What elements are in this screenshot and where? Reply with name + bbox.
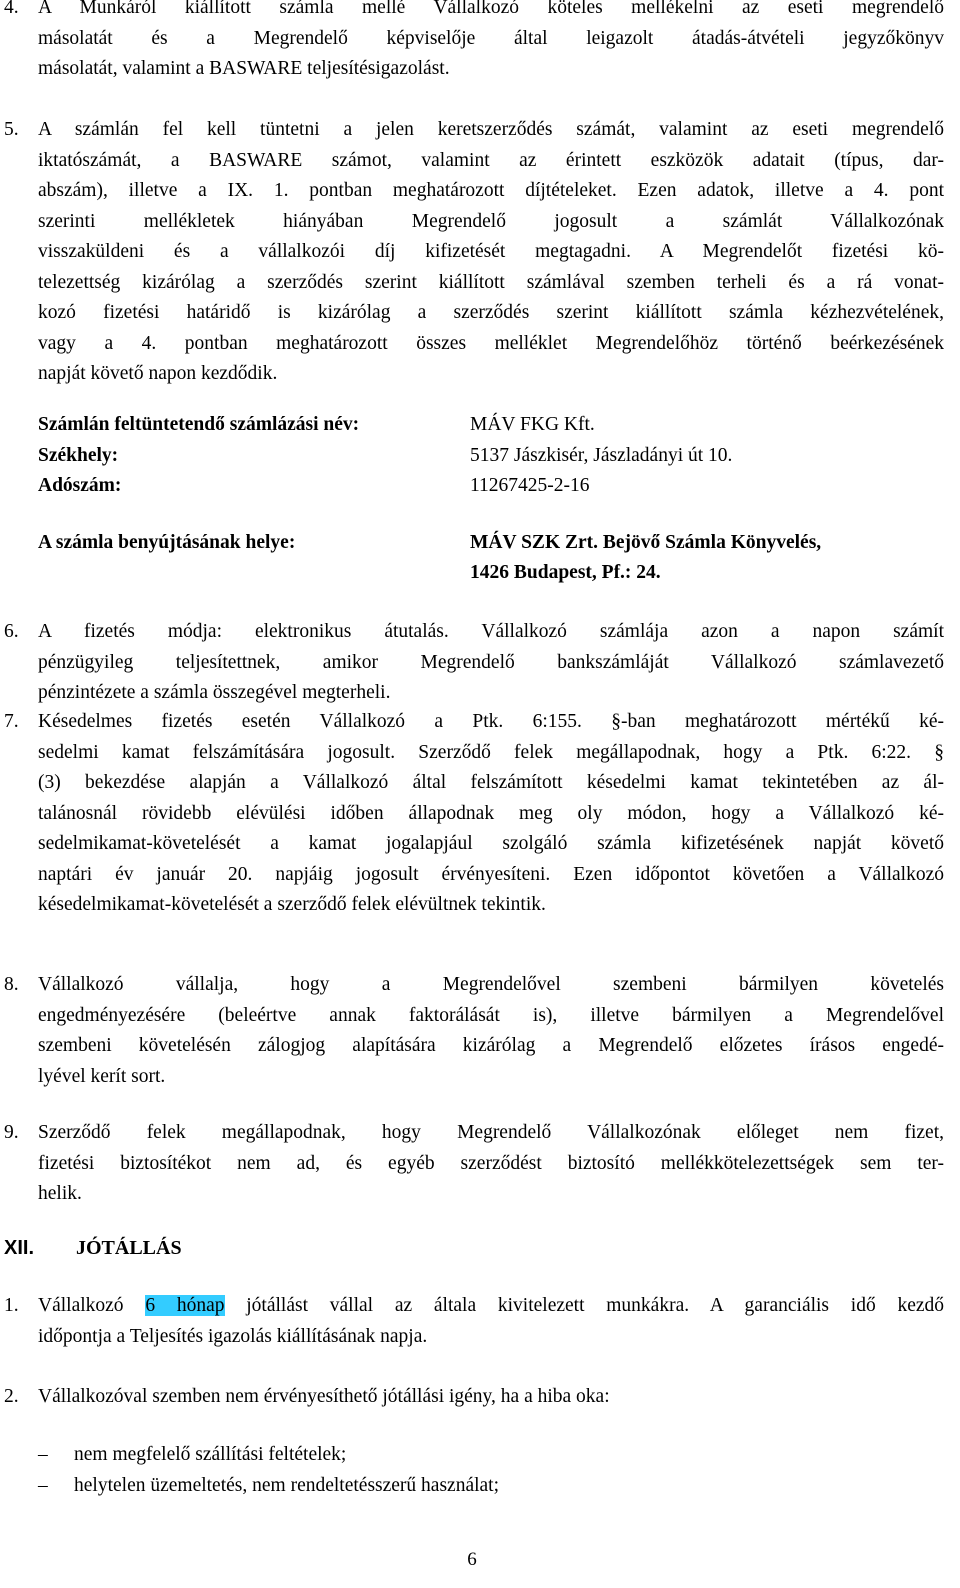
- text-line: időpontja a Teljesítés igazolás kiállításának napja.: [38, 1325, 428, 1347]
- list-item-8: [0, 970, 944, 1092]
- billing-row-seat: [38, 441, 938, 472]
- item-number: 9.: [4, 1122, 19, 1143]
- item-number: 7.: [4, 711, 19, 732]
- item-text: [38, 1291, 944, 1352]
- list-item-6: [0, 617, 944, 709]
- text-line: szembeni követelésén zálogjog alapítására kizárólag a Megrendelő előzetes írásos engedé-: [38, 1035, 944, 1056]
- item-text: [38, 0, 944, 85]
- list-item-4: [0, 0, 944, 85]
- text-line: engedményezésére (beleértve annak faktorálását is), illetve bármilyen a Megrendelővel: [38, 1004, 944, 1026]
- billing-submit-value-1: MÁV SZK Zrt. Bejövő Számla Könyvelés,: [470, 531, 822, 553]
- text-line: szerinti mellékletek hiányában Megrendelő jogosult a számlát Vállalkozónak: [38, 210, 944, 232]
- section-number: XII.: [4, 1237, 35, 1259]
- text-line: vagy a 4. pontban meghatározott összes melléklet Megrendelőhöz történő beérkezésének: [38, 332, 944, 354]
- item-number: 4.: [4, 0, 19, 18]
- warranty-text-post: jótállást vállal az általa kivitelezett munkákra. A garanciális idő kezdő: [246, 1295, 945, 1316]
- billing-tax-value: 11267425-2-16: [470, 475, 590, 496]
- billing-name-value: MÁV FKG Kft.: [470, 414, 595, 435]
- text-line: kozó fizetési határidő is kizárólag a szerződés szerint kiállított számla kézhezvételének,: [38, 302, 944, 323]
- text-line: A Munkáról kiállított számla mellé Vállalkozó köteles mellékelni az eseti megrendelő: [38, 0, 944, 18]
- billing-seat-label: Székhely:: [38, 444, 119, 466]
- text-line: talánosnál rövidebb elévülési időben állapodnak meg oly módon, hogy a Vállalkozó ké-: [38, 802, 944, 824]
- text-line: másolatát és a Megrendelő képviselője által leigazolt átadás-átvételi jegyzőkönyv: [38, 27, 944, 49]
- text-line: visszaküldeni és a vállalkozói díj kifizetését megtagadni. A Megrendelőt fizetési kö-: [38, 241, 944, 262]
- text-line: (3) bekezdése alapján a Vállalkozó által felszámított késedelmi kamat tekintetében az ál-: [38, 772, 944, 793]
- text-line: sedelmikamat-követelését a kamat jogalapjául szolgáló számla kifizetésének napját követő: [38, 833, 944, 854]
- text-line: A számlán fel kell tüntetni a jelen keretszerződés számát, valamint az eseti megrendelő: [38, 119, 944, 140]
- text-line: telezettség kizárólag a szerződés szerint kiállított számlával szemben terheli és a rá vonat-: [38, 271, 944, 293]
- item-text: [38, 617, 944, 709]
- item-number: 6.: [4, 621, 19, 642]
- bullet-item: [38, 1471, 938, 1502]
- billing-tax-label: Adószám:: [38, 475, 122, 496]
- item-number: 2.: [4, 1386, 19, 1407]
- item-text: [38, 115, 944, 390]
- section-heading: [0, 1233, 944, 1267]
- dash-bullet-icon: –: [38, 1444, 48, 1465]
- text-line: késedelmikamat-követelését a szerződő felek elévültnek tekintik.: [38, 894, 546, 915]
- billing-row-name: [38, 410, 938, 441]
- text-line: Szerződő felek megállapodnak, hogy Megrendelő Vállalkozónak előleget nem fizet,: [38, 1122, 944, 1143]
- billing-name-label: Számlán feltüntetendő számlázási név:: [38, 414, 360, 435]
- text-line: helik.: [38, 1183, 82, 1204]
- text-line: naptári év január 20. napjáig jogosult érvényesíteni. Ezen időpontot követően a Vállalkozó: [38, 863, 944, 885]
- item-number: 1.: [4, 1295, 19, 1316]
- list-item-5: [0, 115, 944, 390]
- bullet-item: [38, 1440, 938, 1471]
- billing-details: [38, 410, 938, 589]
- item-text: [38, 707, 944, 921]
- text-line: Késedelmes fizetés esetén Vállalkozó a Ptk. 6:155. §-ban meghatározott mértékű ké-: [38, 711, 944, 732]
- text-line: fizetési biztosítékot nem ad, és egyéb szerződést biztosító mellékkötelezettségek sem ter-: [38, 1152, 944, 1174]
- list-item-7: [0, 707, 944, 921]
- highlighted-period: 6 hónap: [145, 1295, 225, 1316]
- warranty-text-pre: Vállalkozó: [38, 1295, 124, 1316]
- billing-submit-value-2: 1426 Budapest, Pf.: 24.: [470, 562, 661, 583]
- list-item-9: [0, 1118, 944, 1210]
- text-line: A fizetés módja: elektronikus átutalás. Vállalkozó számlája azon a napon számít: [38, 621, 944, 642]
- item-number: 5.: [4, 119, 19, 140]
- billing-submit-label: A számla benyújtásának helye:: [38, 531, 296, 553]
- billing-row-tax: [38, 471, 938, 502]
- text-line: Vállalkozóval szemben nem érvényesíthető jótállási igény, ha a hiba oka:: [38, 1386, 610, 1407]
- item-number: 8.: [4, 974, 19, 995]
- text-line: pénzügyileg teljesítettnek, amikor Megrendelő bankszámláját Vállalkozó számlavezető: [38, 651, 944, 673]
- warranty-item-2: [0, 1382, 944, 1413]
- text-line: [38, 1291, 944, 1322]
- dash-bullet-icon: –: [38, 1475, 48, 1496]
- warranty-item-1: [0, 1291, 944, 1352]
- billing-row-submit: [38, 528, 938, 559]
- item-text: [38, 970, 944, 1092]
- item-text: [38, 1118, 944, 1210]
- text-line: másolatát, valamint a BASWARE teljesítésigazolást.: [38, 58, 450, 79]
- text-line: sedelmi kamat felszámítására jogosult. Szerződő felek megállapodnak, hogy a Ptk. 6:22. §: [38, 741, 944, 763]
- text-line: napját követő napon kezdődik.: [38, 363, 278, 384]
- text-line: lyével kerít sort.: [38, 1065, 166, 1087]
- billing-seat-value: 5137 Jászkisér, Jászladányi út 10.: [470, 444, 733, 466]
- bullet-text: nem megfelelő szállítási feltételek;: [74, 1444, 347, 1465]
- text-line: iktatószámát, a BASWARE számot, valamint az érintett eszközök adatait (típus, dar-: [38, 149, 944, 171]
- section-title: JÓTÁLLÁS: [76, 1237, 182, 1259]
- text-line: Vállalkozó vállalja, hogy a Megrendelővel szembeni bármilyen követelés: [38, 974, 944, 995]
- bullet-text: helytelen üzemeltetés, nem rendeltetésszerű használat;: [74, 1475, 500, 1496]
- text-line: abszám), illetve a IX. 1. pontban meghatározott díjtételeket. Ezen adatok, illetve a 4. pont: [38, 180, 944, 201]
- text-line: pénzintézete a számla összegével megterheli.: [38, 682, 391, 703]
- page-number: 6: [467, 1549, 477, 1570]
- billing-row-submit-2: [38, 558, 938, 589]
- item-text: [38, 1382, 944, 1413]
